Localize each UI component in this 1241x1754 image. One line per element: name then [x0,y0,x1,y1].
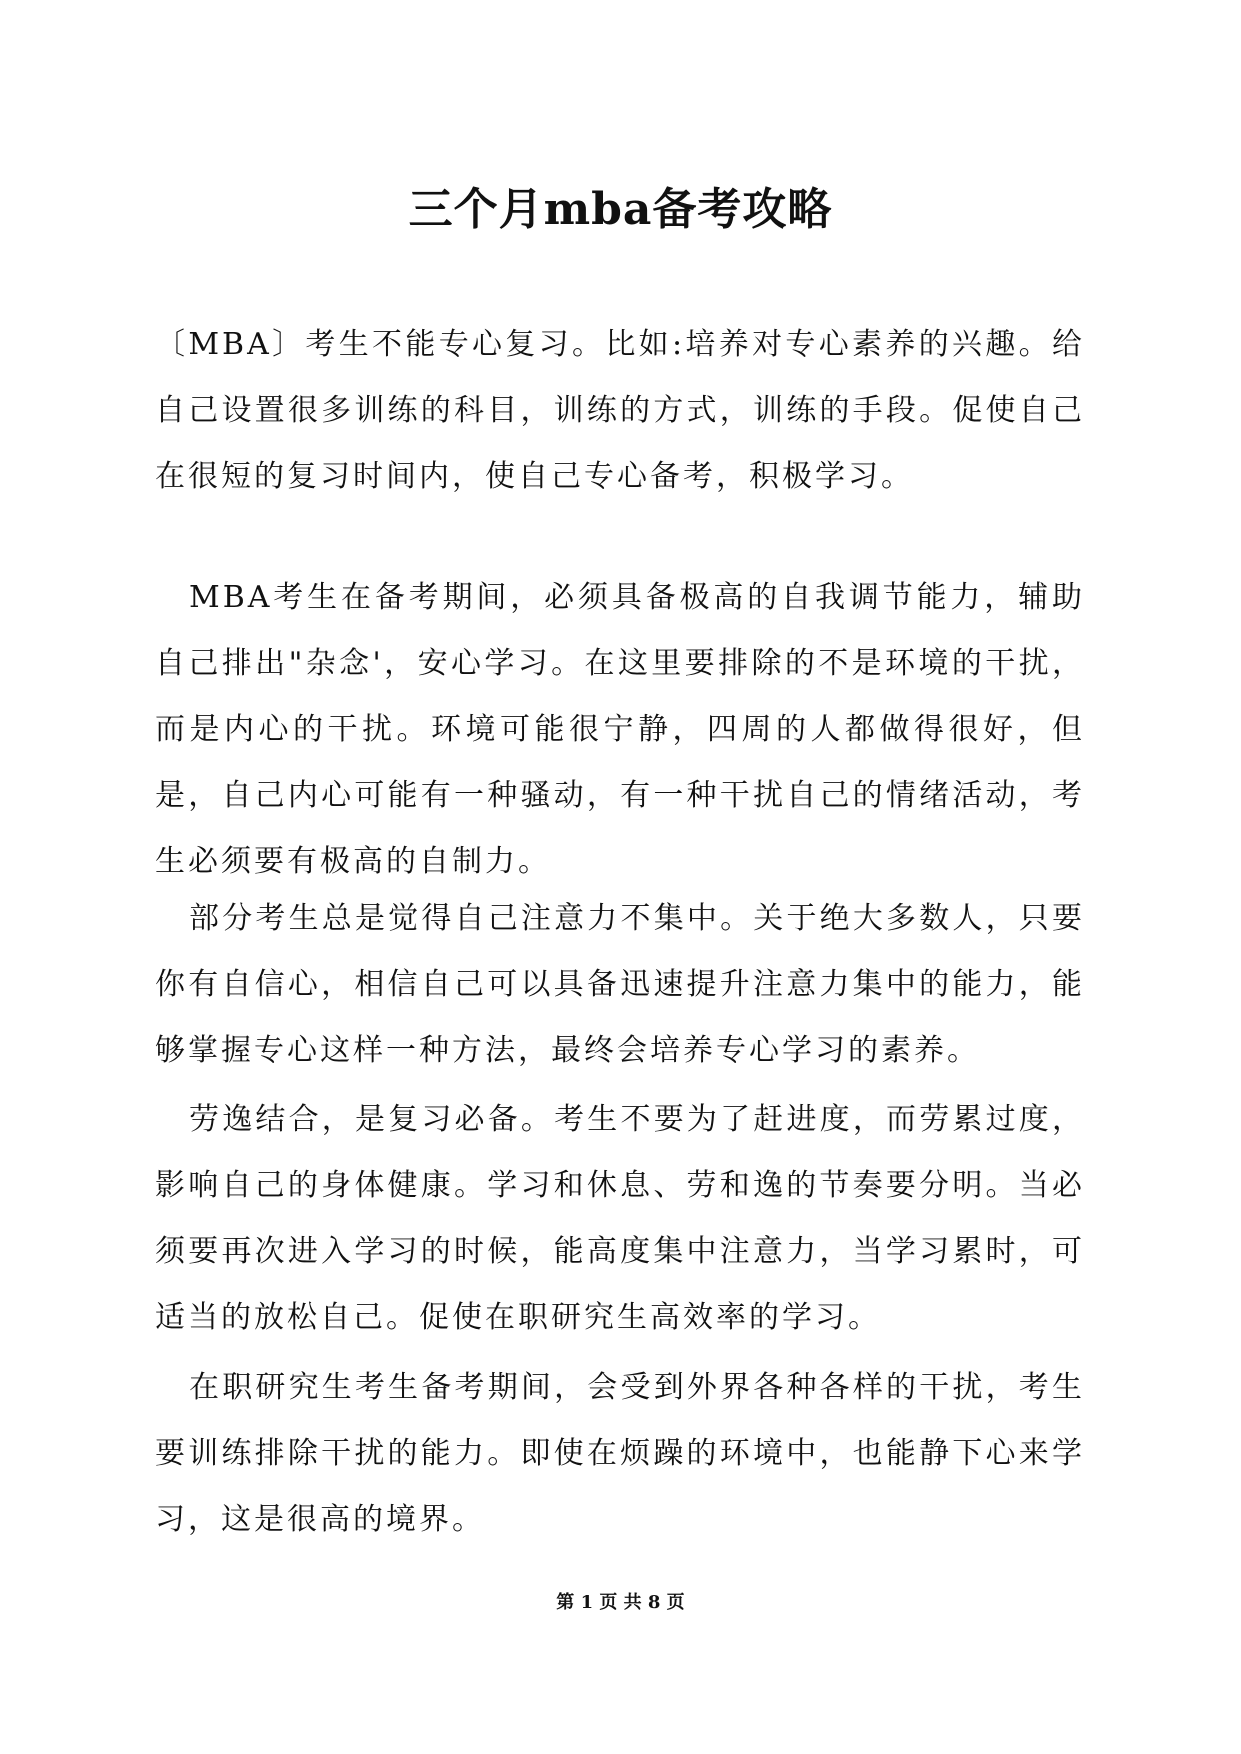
paragraph-5: 在职研究生考生备考期间，会受到外界各种各样的干扰，考生要训练排除干扰的能力。即使在烦躁的环境中，也能静下心来学习，这是很高的境界。 [155,1370,1085,1537]
paragraph-2: MBA考生在备考期间，必须具备极高的自我调节能力，辅助自己排出"杂念'，安心学习。在这里要排除的不是环境的干扰，而是内心的干扰。环境可能很宁静，四周的人都做得很好，但是，自己内心可能有一种骚动，有一种干扰自己的情绪活动，考生必须要有极高的自制力。 [155,580,1085,879]
paragraph-1: 〔MBA〕考生不能专心复习。比如:培养对专心素养的兴趣。给自己设置很多训练的科目，训练的方式，训练的手段。促使自己在很短的复习时间内，使自己专心备考，积极学习。 [155,327,1085,494]
document-title: 三个月mba备考攻略 [408,184,833,235]
page-number-footer: 第 1 页 共 8 页 [556,1592,685,1613]
paragraph-4: 劳逸结合，是复习必备。考生不要为了赶进度，而劳累过度，影响自己的身体健康。学习和休息、劳和逸的节奏要分明。当必须要再次进入学习的时候，能高度集中注意力，当学习累时，可适当的放松自己。促使在职研究生高效率的学习。 [155,1102,1085,1335]
paragraph-3: 部分考生总是觉得自己注意力不集中。关于绝大多数人，只要你有自信心，相信自己可以具备迅速提升注意力集中的能力，能够掌握专心这样一种方法，最终会培养专心学习的素养。 [155,901,1085,1068]
